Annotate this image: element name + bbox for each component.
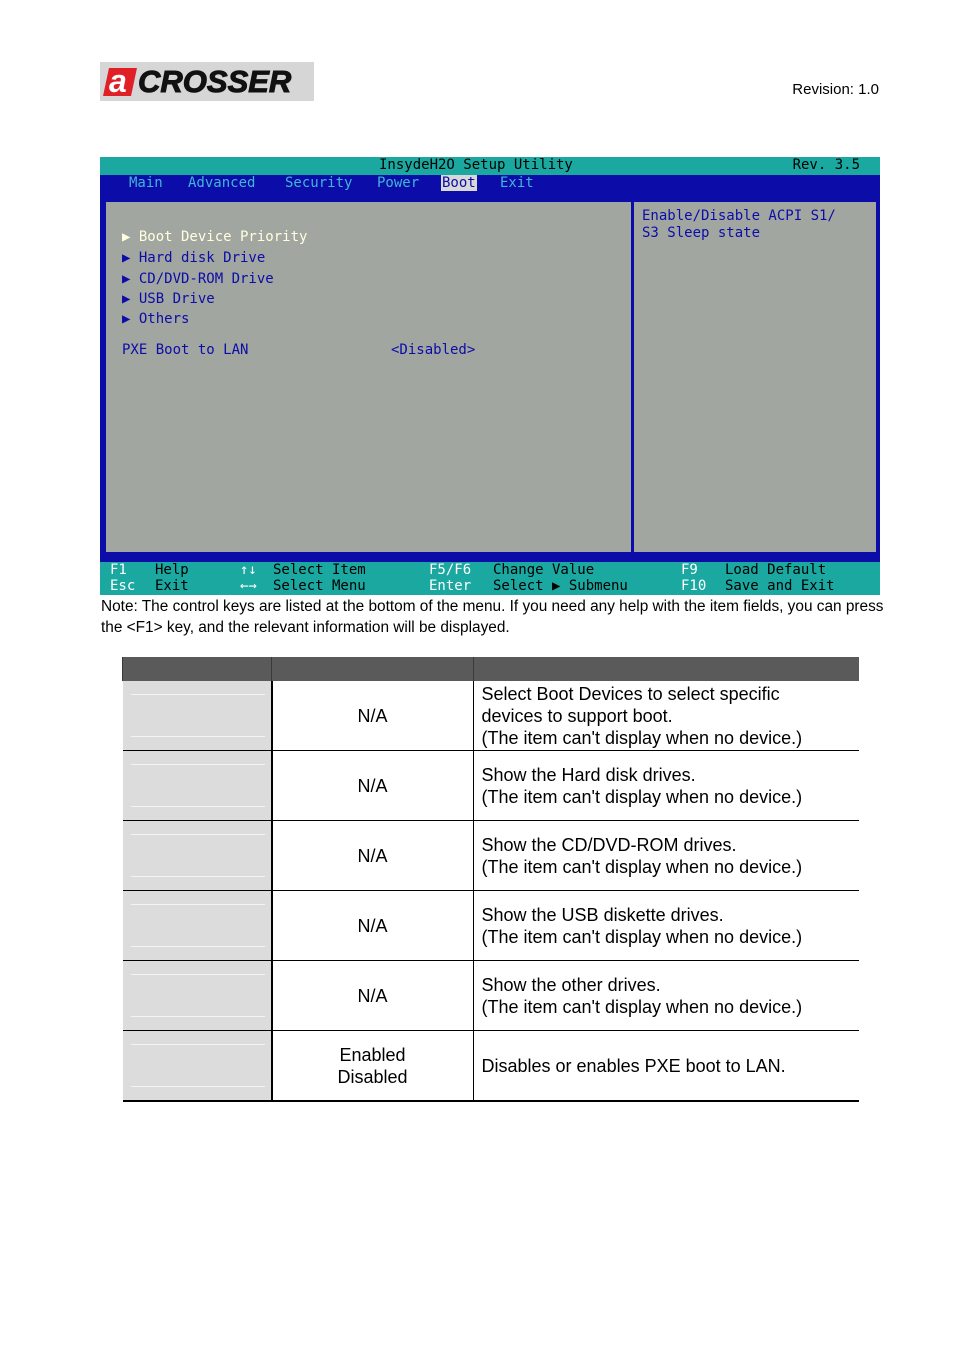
description-line: (The item can't display when no device.) bbox=[481, 926, 803, 947]
option-value: Disabled bbox=[337, 1066, 408, 1087]
key-updown: ↑↓ bbox=[240, 562, 257, 578]
menu-advanced[interactable]: Advanced bbox=[188, 175, 256, 191]
pxe-boot-label: PXE Boot to LAN bbox=[122, 342, 249, 358]
menu-boot[interactable]: Boot bbox=[442, 175, 476, 191]
item-cell bbox=[123, 891, 272, 961]
bios-menu-bar bbox=[100, 175, 880, 193]
bios-help-panel bbox=[633, 201, 877, 553]
bios-screen bbox=[100, 157, 880, 595]
table-header-cell bbox=[272, 657, 474, 681]
options-cell: N/A bbox=[272, 821, 474, 891]
options-cell: N/A bbox=[272, 891, 474, 961]
boot-device-priority-item[interactable]: ▶ Boot Device Priority bbox=[122, 229, 308, 245]
item-cell bbox=[123, 681, 272, 751]
key-f1: F1 bbox=[110, 562, 127, 578]
logo-mark bbox=[106, 62, 136, 99]
key-enter-label: Select ▶ Submenu bbox=[493, 578, 628, 594]
logo-text: CROSSER bbox=[138, 63, 292, 99]
table-header-cell bbox=[473, 657, 859, 681]
options-table bbox=[122, 657, 859, 1102]
bios-main-panel bbox=[105, 201, 632, 553]
revision-label: Revision: 1.0 bbox=[792, 81, 879, 98]
key-leftright: ←→ bbox=[240, 578, 257, 594]
note-text: Note: The control keys are listed at the bottom of the menu. If you need any help with the item fields, you can press the <F1> key, and the relevant information will be displayed. bbox=[101, 598, 884, 636]
description-line: (The item can't display when no device.) bbox=[481, 996, 803, 1017]
options-cell: N/A bbox=[272, 961, 474, 1031]
table-row bbox=[123, 751, 860, 821]
description-line: Show the USB diskette drives. bbox=[481, 904, 724, 925]
hard-disk-drive-item[interactable]: ▶ Hard disk Drive bbox=[122, 250, 266, 266]
key-f10: F10 bbox=[681, 578, 707, 594]
bios-footer bbox=[100, 562, 880, 595]
item-cell bbox=[123, 751, 272, 821]
description-line: (The item can't display when no device.) bbox=[481, 856, 803, 877]
key-f9: F9 bbox=[681, 562, 698, 578]
others-item[interactable]: ▶ Others bbox=[122, 311, 190, 327]
key-esc-label: Exit bbox=[155, 578, 189, 594]
table-row bbox=[123, 1031, 860, 1102]
menu-exit[interactable]: Exit bbox=[500, 175, 534, 191]
key-leftright-label: Select Menu bbox=[273, 578, 366, 594]
bios-title: InsydeH2O Setup Utility bbox=[379, 157, 573, 173]
table-row bbox=[123, 681, 860, 751]
table-header-cell bbox=[123, 657, 272, 681]
description-cell bbox=[473, 681, 859, 751]
table-row bbox=[123, 961, 860, 1031]
description-line: Show the other drives. bbox=[481, 974, 661, 995]
key-f5f6-label: Change Value bbox=[493, 562, 595, 578]
menu-power[interactable]: Power bbox=[377, 175, 420, 191]
table-row bbox=[123, 821, 860, 891]
description-line: (The item can't display when no device.) bbox=[481, 727, 803, 748]
pxe-boot-value[interactable]: <Disabled> bbox=[391, 342, 476, 358]
key-f1-label: Help bbox=[155, 562, 189, 578]
cd-dvd-rom-drive-item[interactable]: ▶ CD/DVD-ROM Drive bbox=[122, 271, 274, 287]
acrosser-logo bbox=[100, 62, 314, 101]
bios-revision: Rev. 3.5 bbox=[792, 157, 860, 173]
bios-body bbox=[100, 193, 880, 562]
description-cell bbox=[473, 891, 859, 961]
bios-help-text: Enable/Disable ACPI S1/ S3 Sleep state bbox=[642, 208, 836, 241]
table-header-row bbox=[123, 657, 860, 681]
key-f10-label: Save and Exit bbox=[725, 578, 835, 594]
menu-main[interactable]: Main bbox=[129, 175, 163, 191]
item-cell bbox=[123, 821, 272, 891]
options-cell: N/A bbox=[272, 751, 474, 821]
table-row bbox=[123, 891, 860, 961]
key-updown-label: Select Item bbox=[273, 562, 366, 578]
description-cell bbox=[473, 961, 859, 1031]
usb-drive-item[interactable]: ▶ USB Drive bbox=[122, 291, 215, 307]
item-cell bbox=[123, 1031, 272, 1102]
description-line: Disables or enables PXE boot to LAN. bbox=[481, 1055, 786, 1076]
description-cell bbox=[473, 1031, 859, 1102]
description-line: Show the Hard disk drives. bbox=[481, 764, 696, 785]
menu-security[interactable]: Security bbox=[285, 175, 353, 191]
option-value: Enabled bbox=[339, 1044, 406, 1065]
key-f5f6: F5/F6 bbox=[429, 562, 472, 578]
description-line: Select Boot Devices to select specific bbox=[481, 683, 780, 704]
description-cell bbox=[473, 821, 859, 891]
options-cell: N/A bbox=[272, 681, 474, 751]
logo-letter: a bbox=[109, 62, 127, 99]
options-cell bbox=[272, 1031, 474, 1102]
key-enter: Enter bbox=[429, 578, 472, 594]
description-cell bbox=[473, 751, 859, 821]
description-line: Show the CD/DVD-ROM drives. bbox=[481, 834, 737, 855]
bios-title-bar bbox=[100, 157, 880, 175]
key-esc: Esc bbox=[110, 578, 136, 594]
description-line: devices to support boot. bbox=[481, 705, 673, 726]
item-cell bbox=[123, 961, 272, 1031]
key-f9-label: Load Default bbox=[725, 562, 827, 578]
description-line: (The item can't display when no device.) bbox=[481, 786, 803, 807]
